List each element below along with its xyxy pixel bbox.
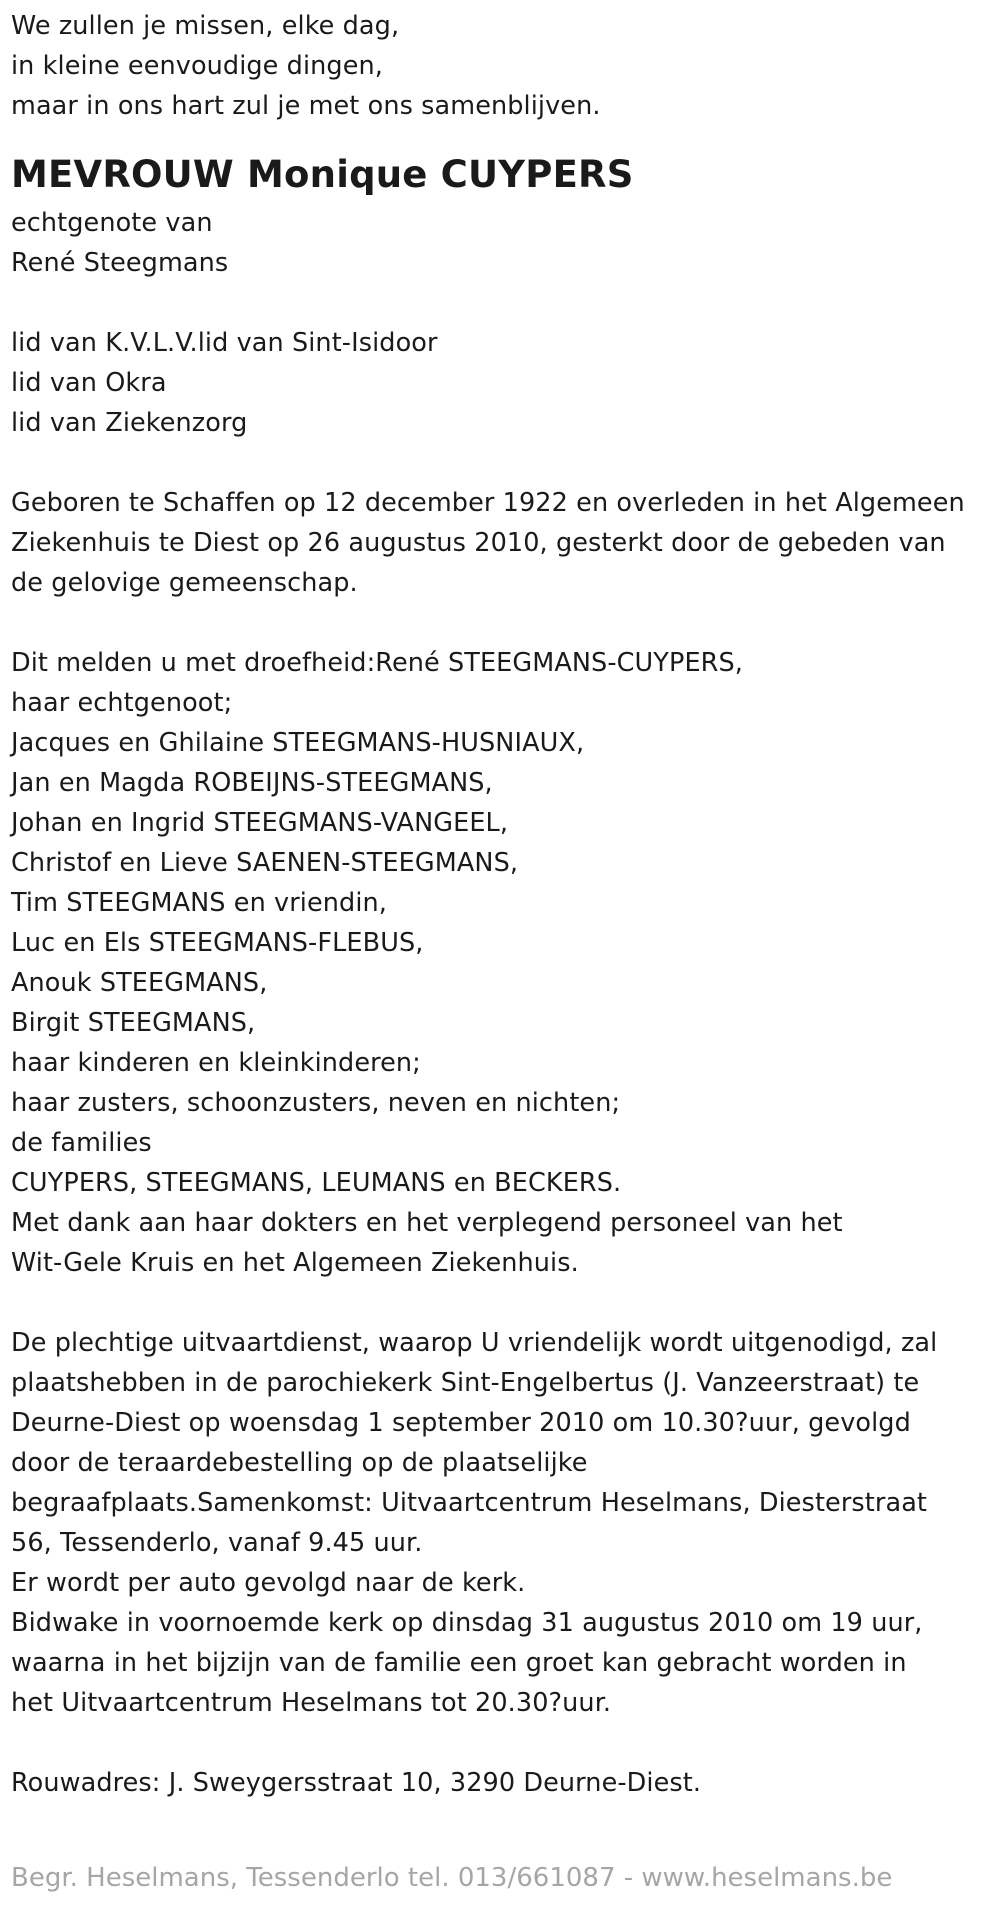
announcement-line: haar echtgenoot; — [11, 688, 233, 718]
poem-line: in kleine eenvoudige dingen, — [11, 51, 383, 81]
spacer — [11, 603, 989, 643]
announcement-line: CUYPERS, STEEGMANS, LEUMANS en BECKERS. — [11, 1168, 622, 1198]
ceremony-line: De plechtige uitvaartdienst, waarop U vriendelijk wordt uitgenodigd, zal — [11, 1328, 938, 1358]
ceremony-line: 56, Tessenderlo, vanaf 9.45 uur. — [11, 1528, 423, 1558]
announcement-line: Jacques en Ghilaine STEEGMANS-HUSNIAUX, — [11, 728, 585, 758]
announcement-paragraph — [11, 643, 989, 1283]
announcement-line: Dit melden u met droefheid:René STEEGMANS-CUYPERS, — [11, 648, 743, 678]
spacer — [11, 443, 989, 483]
deceased-name: MEVROUW Monique CUYPERS — [11, 153, 634, 196]
announcement-line: Tim STEEGMANS en vriendin, — [11, 888, 387, 918]
ceremony-line: waarna in het bijzijn van de familie een groet kan gebracht worden in — [11, 1648, 907, 1678]
mourning-address: Rouwadres: J. Sweygersstraat 10, 3290 Deurne-Diest. — [11, 1768, 702, 1798]
announcement-line: Birgit STEEGMANS, — [11, 1008, 256, 1038]
poem-line: maar in ons hart zul je met ons samenblijven. — [11, 91, 601, 121]
ceremony-line: Er wordt per auto gevolgd naar de kerk. — [11, 1568, 526, 1598]
funeral-home-footer: Begr. Heselmans, Tessenderlo tel. 013/661087 - www.heselmans.be — [11, 1863, 893, 1893]
announcement-line: Jan en Magda ROBEIJNS-STEEGMANS, — [11, 768, 493, 798]
ceremony-line: begraafplaats.Samenkomst: Uitvaartcentrum Heselmans, Diesterstraat — [11, 1488, 928, 1518]
membership-line: lid van Okra — [11, 368, 167, 398]
announcement-line: Christof en Lieve SAENEN-STEEGMANS, — [11, 848, 519, 878]
membership-line: lid van Ziekenzorg — [11, 408, 248, 438]
announcement-line: de families — [11, 1128, 152, 1158]
announcement-line: haar zusters, schoonzusters, neven en nichten; — [11, 1088, 621, 1118]
paragraph-line: de gelovige gemeenschap. — [11, 568, 358, 598]
spacer — [11, 1723, 989, 1763]
ceremony-paragraph — [11, 1323, 989, 1723]
ceremony-line: plaatshebben in de parochiekerk Sint-Engelbertus (J. Vanzeerstraat) te — [11, 1368, 920, 1398]
announcement-line: Anouk STEEGMANS, — [11, 968, 268, 998]
paragraph-line: Geboren te Schaffen op 12 december 1922 en overleden in het Algemeen — [11, 488, 965, 518]
paragraph-line: Ziekenhuis te Diest op 26 augustus 2010, gesterkt door de gebeden van — [11, 528, 946, 558]
spacer — [11, 1283, 989, 1323]
announcement-line: Luc en Els STEEGMANS-FLEBUS, — [11, 928, 424, 958]
announcement-line: haar kinderen en kleinkinderen; — [11, 1048, 421, 1078]
poem — [11, 6, 989, 126]
ceremony-line: door de teraardebestelling op de plaatselijke — [11, 1448, 588, 1478]
ceremony-line: het Uitvaartcentrum Heselmans tot 20.30?uur. — [11, 1688, 612, 1718]
ceremony-line: Deurne-Diest op woensdag 1 september 2010 om 10.30?uur, gevolgd — [11, 1408, 911, 1438]
memberships — [11, 323, 989, 443]
membership-line: lid van K.V.L.V.lid van Sint-Isidoor — [11, 328, 438, 358]
announcement-line: Wit-Gele Kruis en het Algemeen Ziekenhuis. — [11, 1248, 579, 1278]
birth-death-paragraph — [11, 483, 989, 603]
announcement-line: Met dank aan haar dokters en het verplegend personeel van het — [11, 1208, 843, 1238]
ceremony-line: Bidwake in voornoemde kerk op dinsdag 31 augustus 2010 om 19 uur, — [11, 1608, 923, 1638]
announcement-line: Johan en Ingrid STEEGMANS-VANGEEL, — [11, 808, 509, 838]
spacer — [11, 283, 989, 323]
spouse-name: René Steegmans — [11, 248, 229, 278]
poem-line: We zullen je missen, elke dag, — [11, 11, 400, 41]
relation-line: echtgenote van — [11, 208, 213, 238]
